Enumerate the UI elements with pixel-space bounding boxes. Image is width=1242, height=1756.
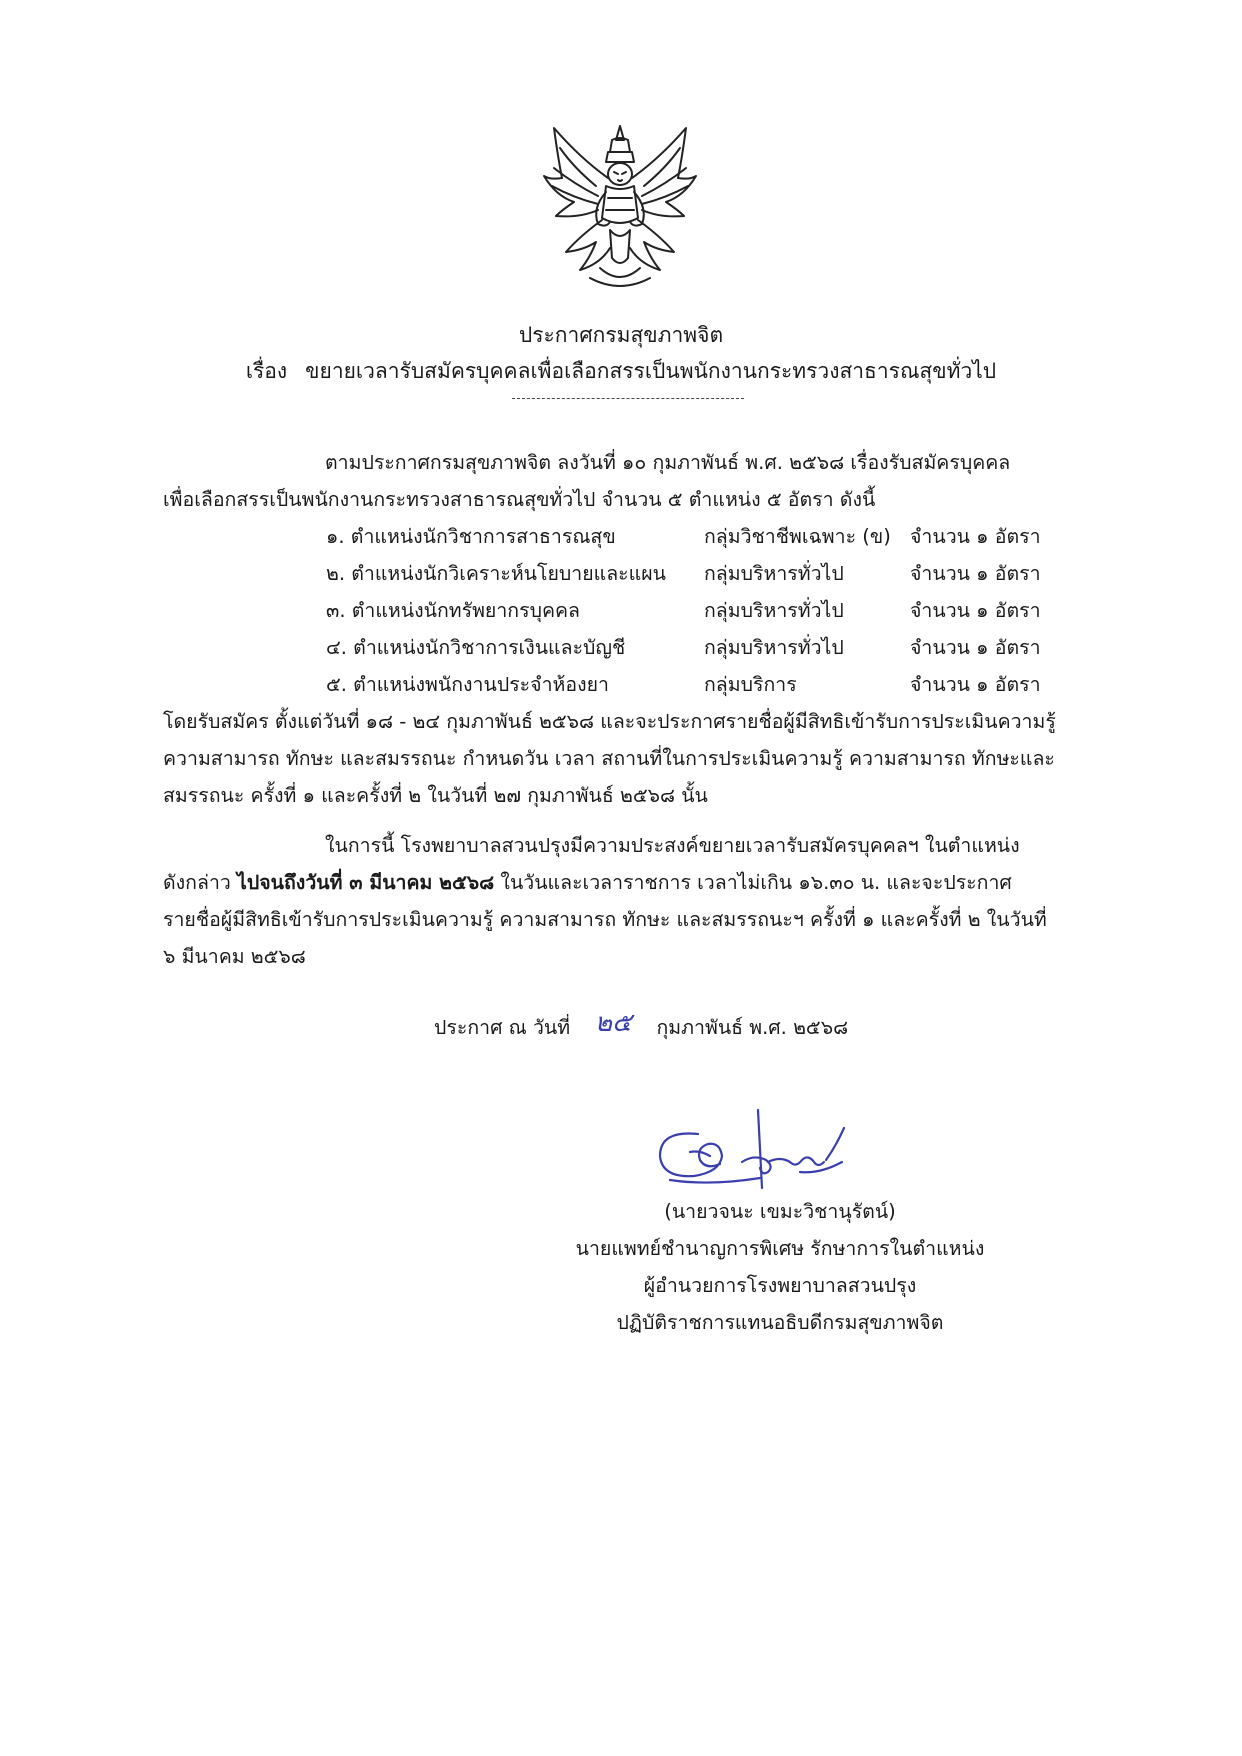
- position-name: ๑. ตำแหน่งนักวิชาการสาธารณสุข: [326, 525, 616, 548]
- announce-suffix: กุมภาพันธ์ พ.ศ. ๒๕๖๘: [656, 1016, 849, 1039]
- position-name: ๔. ตำแหน่งนักวิชาการเงินและบัญชี: [326, 636, 626, 659]
- paragraph-application-period: [163, 703, 1109, 814]
- paragraph-line: รายชื่อผู้มีสิทธิเข้ารับการประเมินความรู้ ความสามารถ ทักษะ และสมรรถนะฯ ครั้งที่ ๑ และครั้งที่ ๒ ในวันที่: [163, 908, 1047, 931]
- signer-position: ปฏิบัติราชการแทนอธิบดีกรมสุขภาพจิต: [616, 1311, 944, 1334]
- positions-list: [326, 518, 1126, 703]
- paragraph-line: เพื่อเลือกสรรเป็นพนักงานกระทรวงสาธารณสุขทั่วไป จำนวน ๕ ตำแหน่ง ๕ อัตรา ดังนี้: [163, 488, 876, 511]
- position-count: จำนวน ๑ อัตรา: [910, 673, 1041, 696]
- paragraph-extension: [163, 827, 1109, 975]
- position-row: [326, 518, 1126, 555]
- position-row: [326, 555, 1126, 592]
- announce-day-handwritten: ๒๕: [594, 1008, 632, 1038]
- position-row: [326, 666, 1126, 703]
- position-count: จำนวน ๑ อัตรา: [910, 525, 1041, 548]
- paragraph-line: [163, 864, 1109, 901]
- paragraph-line: โดยรับสมัคร ตั้งแต่วันที่ ๑๘ - ๒๔ กุมภาพันธ์ ๒๕๖๘ และจะประกาศรายชื่อผู้มีสิทธิเข้ารับการประเมินความรู้: [163, 710, 1056, 733]
- paragraph-line: ๖ มีนาคม ๒๕๖๘: [163, 945, 306, 968]
- extension-deadline: ไปจนถึงวันที่ ๓ มีนาคม ๒๕๖๘: [237, 871, 495, 894]
- position-name: ๒. ตำแหน่งนักวิเคราะห์นโยบายและแผน: [326, 562, 666, 585]
- signer-position: นายแพทย์ชำนาญการพิเศษ รักษาการในตำแหน่ง: [575, 1237, 985, 1260]
- signer-position: ผู้อำนวยการโรงพยาบาลสวนปรุง: [643, 1274, 917, 1297]
- position-name: ๕. ตำแหน่งพนักงานประจำห้องยา: [326, 673, 609, 696]
- subject-text: ขยายเวลารับสมัครบุคคลเพื่อเลือกสรรเป็นพนักงานกระทรวงสาธารณสุขทั่วไป: [305, 359, 997, 383]
- signer-name: (นายวจนะ เขมะวิชานุรัตน์): [664, 1200, 896, 1223]
- announce-prefix: ประกาศ ณ วันที่: [434, 1016, 571, 1039]
- paragraph-line: ตามประกาศกรมสุขภาพจิต ลงวันที่ ๑๐ กุมภาพันธ์ พ.ศ. ๒๕๖๘ เรื่องรับสมัครบุคคล: [325, 451, 1011, 474]
- position-group: กลุ่มบริการ: [704, 673, 797, 696]
- position-count: จำนวน ๑ อัตรา: [910, 599, 1041, 622]
- signature-image: [650, 1100, 850, 1190]
- position-row: [326, 592, 1126, 629]
- position-row: [326, 629, 1126, 666]
- extension-prefix: ดังกล่าว: [163, 871, 238, 894]
- position-count: จำนวน ๑ อัตรา: [910, 636, 1041, 659]
- position-group: กลุ่มบริหารทั่วไป: [704, 599, 844, 622]
- paragraph-line: สมรรถนะ ครั้งที่ ๑ และครั้งที่ ๒ ในวันที่ ๒๗ กุมภาพันธ์ ๒๕๖๘ นั้น: [163, 784, 708, 807]
- garuda-emblem-icon: [540, 118, 700, 293]
- paragraph-line: ความสามารถ ทักษะ และสมรรถนะ กำหนดวัน เวลา สถานที่ในการประเมินความรู้ ความสามารถ ทักษะและ: [163, 747, 1055, 770]
- paragraph-line: ในการนี้ โรงพยาบาลสวนปรุงมีความประสงค์ขยายเวลารับสมัครบุคคลฯ ในตำแหน่ง: [325, 834, 1020, 857]
- header-divider: [512, 398, 744, 399]
- position-group: กลุ่มบริหารทั่วไป: [704, 636, 844, 659]
- announcement-title: ประกาศกรมสุขภาพจิต: [518, 323, 724, 347]
- position-group: กลุ่มบริหารทั่วไป: [704, 562, 844, 585]
- extension-suffix: ในวันและเวลาราชการ เวลาไม่เกิน ๑๖.๓๐ น. และจะประกาศ: [494, 871, 1012, 894]
- position-count: จำนวน ๑ อัตรา: [910, 562, 1041, 585]
- position-group: กลุ่มวิชาชีพเฉพาะ (ข): [704, 525, 891, 548]
- paragraph-reference: [163, 444, 1109, 518]
- position-name: ๓. ตำแหน่งนักทรัพยากรบุคคล: [326, 599, 581, 622]
- announcement-date: [434, 1008, 848, 1046]
- subject-label: เรื่อง: [245, 359, 288, 383]
- announcement-subject: [0, 356, 1242, 386]
